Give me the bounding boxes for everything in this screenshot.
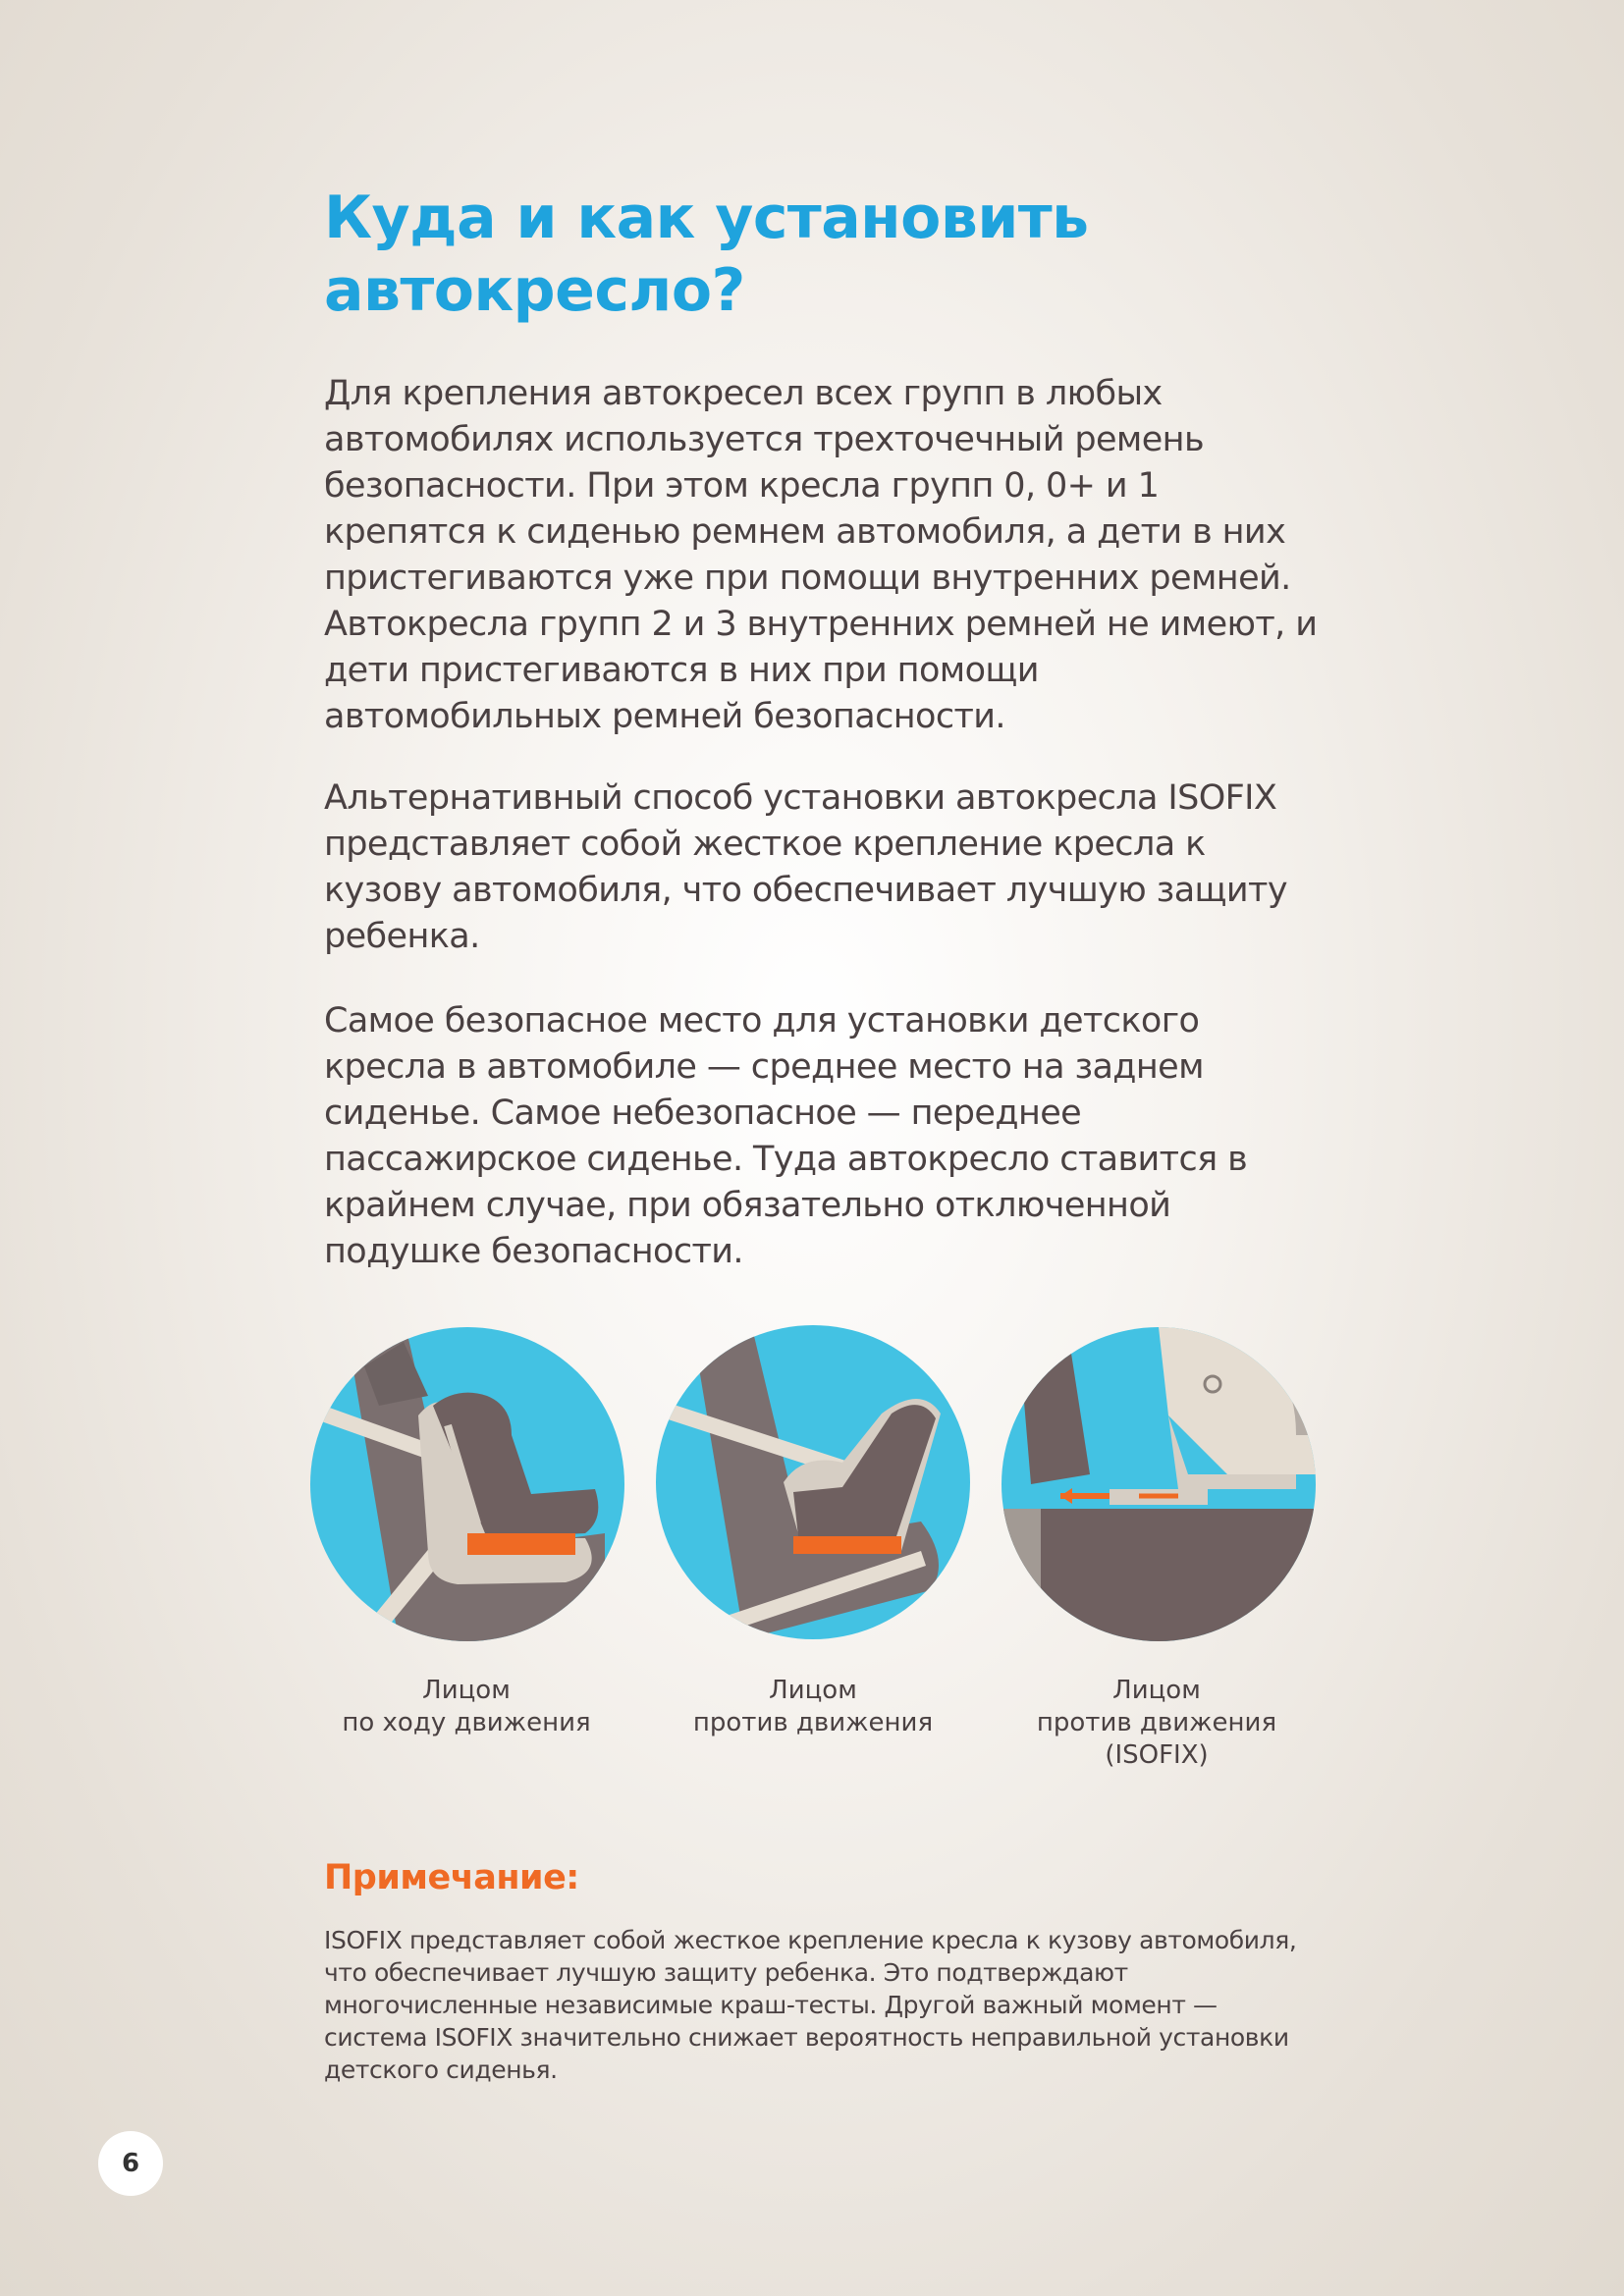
caption-isofix: Лицом против движения (ISOFIX) bbox=[1036, 1676, 1277, 1770]
caption-forward-facing: Лицом по ходу движения bbox=[342, 1676, 591, 1737]
isofix-mount-icon bbox=[1001, 1327, 1316, 1641]
caption-rear-facing: Лицом против движения bbox=[692, 1676, 934, 1737]
paragraph-safest-place: Самое безопасное место для установки детского кресла в автомобиле — среднее место на заднем сиденье. Самое небезопасное — переднее пассажирское сиденье. Туда автокресло ставится в крайнем случае, при обязательно отключенной подушке безопасности. bbox=[324, 1001, 1248, 1271]
forward-facing-seat-icon bbox=[310, 1327, 624, 1641]
main-content bbox=[324, 182, 1326, 1271]
page-number: 6 bbox=[98, 2131, 163, 2196]
note-title: Примечание: bbox=[324, 1858, 579, 1897]
paragraph-isofix: Альтернативный способ установки автокресла ISOFIX представляет собой жесткое крепление кресла к кузову автомобиля, что обеспечивает лучшую защиту ребенка. bbox=[324, 778, 1287, 956]
page-title: Куда и как установить автокресло? bbox=[324, 184, 1089, 325]
note-text: ISOFIX представляет собой жесткое крепление кресла к кузову автомобиля, что обеспечивает лучшую защиту ребенка. Это подтверждают многочисленные независимые краш-тесты. Другой важный момент — система ISOFIX значительно снижает вероятность неправильной установки детского сиденья. bbox=[324, 1926, 1297, 2084]
rear-facing-seat-icon bbox=[656, 1325, 970, 1639]
paragraph-seat-groups: Для крепления автокресел всех групп в любых автомобилях используется трехточечный ремень безопасности. При этом кресла групп 0, 0+ и 1 крепятся к сиденью ремнем автомобиля, а дети в них пристегиваются уже при помощи внутренних ремней. Автокресла групп 2 и 3 внутренних ремней не имеют, и дети пристегиваются в них при помощи автомобильных ремней безопасности. bbox=[324, 374, 1318, 736]
